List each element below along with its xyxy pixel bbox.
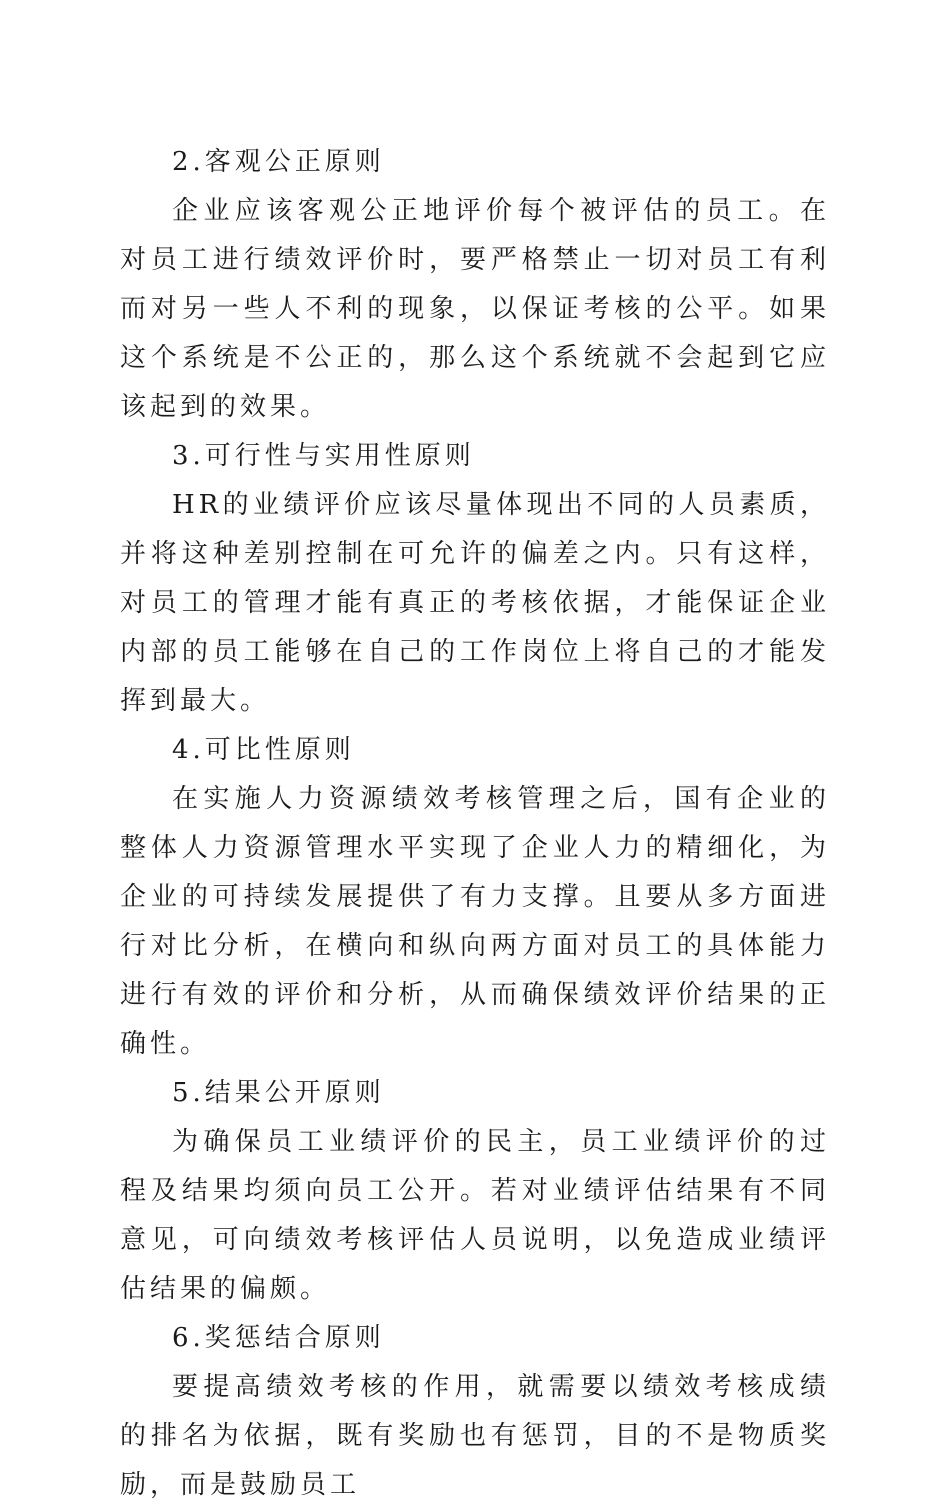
section-paragraph-feasibility-practicality: HR的业绩评价应该尽量体现出不同的人员素质，并将这种差别控制在可允许的偏差之内。只有这样，对员工的管理才能有真正的考核依据，才能保证企业内部的员工能够在自己的工作岗位上将自己的才能发挥到最大。	[120, 490, 830, 716]
document-body	[120, 138, 830, 1510]
section-paragraph-result-disclosure: 为确保员工业绩评价的民主，员工业绩评价的过程及结果均须向员工公开。若对业绩评估结果有不同意见，可向绩效考核评估人员说明，以免造成业绩评估结果的偏颇。	[120, 1127, 830, 1304]
section-heading-feasibility-practicality: 3.可行性与实用性原则	[172, 441, 475, 471]
section-heading-reward-punishment: 6.奖惩结合原则	[172, 1323, 385, 1353]
section-paragraph-reward-punishment: 要提高绩效考核的作用，就需要以绩效考核成绩的排名为依据，既有奖励也有惩罚，目的不是物质奖励，而是鼓励员工	[120, 1372, 830, 1500]
section-paragraph-comparability: 在实施人力资源绩效考核管理之后，国有企业的整体人力资源管理水平实现了企业人力的精细化，为企业的可持续发展提供了有力支撑。且要从多方面进行对比分析，在横向和纵向两方面对员工的具体能力进行有效的评价和分析，从而确保绩效评价结果的正确性。	[120, 784, 830, 1059]
section-paragraph-objective-fairness: 企业应该客观公正地评价每个被评估的员工。在对员工进行绩效评价时，要严格禁止一切对员工有利而对另一些人不利的现象，以保证考核的公平。如果这个系统是不公正的，那么这个系统就不会起到它应该起到的效果。	[120, 196, 830, 422]
section-heading-comparability: 4.可比性原则	[172, 735, 355, 765]
section-heading-objective-fairness: 2.客观公正原则	[172, 147, 385, 177]
section-heading-result-disclosure: 5.结果公开原则	[172, 1078, 385, 1108]
